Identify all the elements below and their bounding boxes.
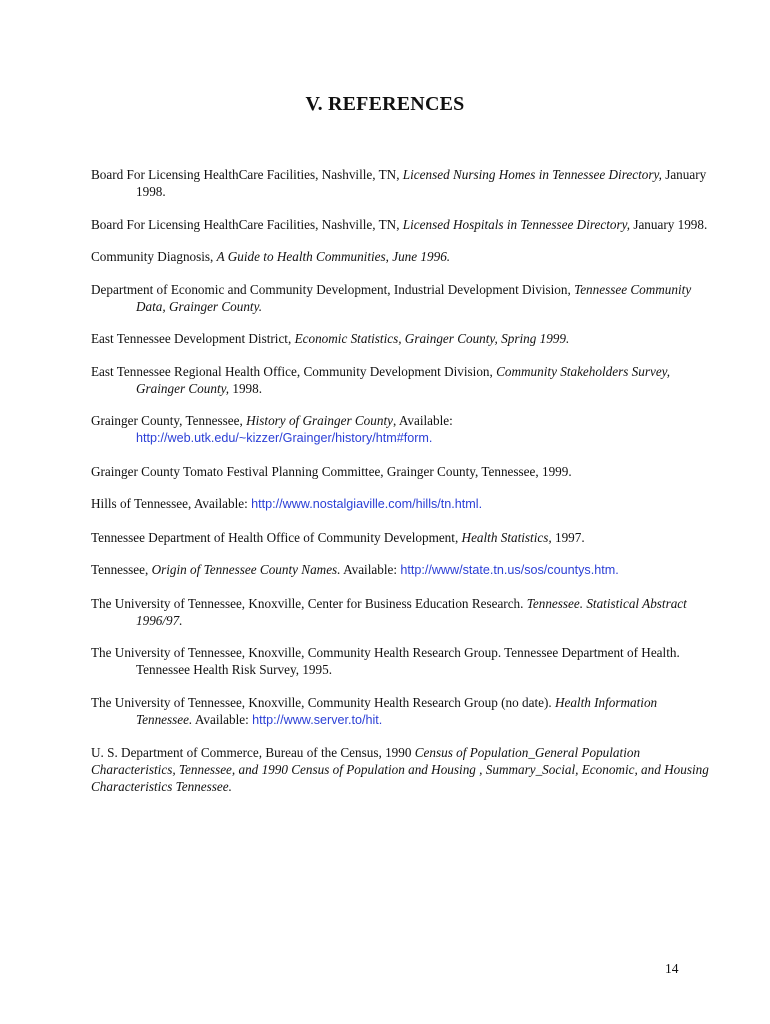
reference-item (91, 166, 711, 200)
reference-author: Grainger County, Tennessee, (91, 413, 247, 428)
reference-date: June 1996. (392, 249, 451, 264)
reference-link[interactable]: http://www.nostalgiaville.com/hills/tn.html. (251, 497, 483, 511)
reference-item (91, 561, 711, 579)
reference-available: Available: (192, 711, 253, 727)
reference-item (91, 248, 711, 265)
reference-item (91, 463, 711, 480)
reference-author: The University of Tennessee, Knoxville, Center for Business Education Research. (91, 595, 527, 611)
reference-link[interactable]: http://www.server.to/hit. (252, 712, 383, 727)
reference-text: The University of Tennessee, Knoxville, Community Health Research Group. Tennessee Department of Health. Tennessee Health Risk Survey, 1995. (91, 645, 680, 677)
reference-author: East Tennessee Development District, (91, 331, 295, 346)
reference-link[interactable]: http://web.utk.edu/~kizzer/Grainger/history/htm#form. (136, 431, 433, 445)
reference-date: 1997. (551, 529, 585, 545)
page-number: 14 (665, 961, 679, 976)
reference-link[interactable]: http://www/state.tn.us/sos/countys.htm. (400, 563, 619, 577)
reference-title: Tennessee. Statistical Abstract 1996/97. (136, 595, 687, 628)
reference-text: Grainger County Tomato Festival Planning Committee, Grainger County, Tennessee, 1999. (91, 463, 572, 479)
reference-title: A Guide to Health Communities (216, 249, 386, 264)
page-title: V. REFERENCES (305, 93, 465, 115)
reference-title: Community Stakeholders Survey, Grainger County, (136, 363, 671, 396)
reference-item (91, 363, 711, 397)
reference-item (91, 744, 711, 795)
reference-title: Economic Statistics, Grainger County, Spring 1999. (294, 331, 570, 346)
reference-title: Licensed Hospitals in Tennessee Directory, (402, 216, 631, 232)
reference-item (91, 495, 711, 513)
reference-available: , Available: (393, 413, 453, 428)
reference-item (91, 412, 711, 447)
reference-date: 1998. (229, 380, 263, 396)
reference-item (91, 595, 711, 629)
reference-author: East Tennessee Regional Health Office, Community Development Division, (91, 363, 497, 379)
reference-date: January 1998. (136, 167, 707, 199)
reference-item (91, 694, 711, 729)
reference-title: Licensed Nursing Homes in Tennessee Directory, (402, 167, 662, 182)
references-list (91, 166, 711, 811)
reference-author: Tennessee, (91, 562, 152, 577)
reference-item (91, 330, 711, 347)
reference-date: January 1998. (630, 216, 708, 232)
reference-author: Board For Licensing HealthCare Facilities, Nashville, TN, (91, 167, 403, 182)
reference-item (91, 281, 711, 315)
reference-title: History of Grainger County (246, 413, 393, 428)
reference-author: Board For Licensing HealthCare Facilities, Nashville, TN, (91, 216, 403, 232)
reference-author: Department of Economic and Community Development, Industrial Development Division, (91, 281, 575, 297)
reference-available: Available: (340, 562, 401, 577)
reference-title: Origin of Tennessee County Names. (151, 562, 341, 577)
reference-author: Community Diagnosis, (91, 249, 217, 264)
reference-item (91, 529, 711, 546)
reference-title: Health Statistics, (461, 529, 552, 545)
reference-separator: , (385, 249, 393, 264)
reference-author: U. S. Department of Commerce, Bureau of the Census, 1990 (91, 745, 415, 760)
reference-author: Hills of Tennessee, Available: (91, 496, 252, 511)
reference-author: The University of Tennessee, Knoxville, Community Health Research Group (no date). (91, 694, 555, 710)
reference-item (91, 216, 711, 233)
reference-title: Tennessee Community Data, Grainger County. (136, 281, 692, 314)
reference-author: Tennessee Department of Health Office of Community Development, (91, 529, 462, 545)
reference-title: Health Information Tennessee. (136, 694, 658, 727)
reference-item (91, 644, 711, 678)
reference-title: Census of Population_General Population Characteristics, Tennessee, and 1990 Census of Population and Housing , Summary_Social, Economic, and Housing Characteristics Tennessee. (91, 745, 709, 794)
